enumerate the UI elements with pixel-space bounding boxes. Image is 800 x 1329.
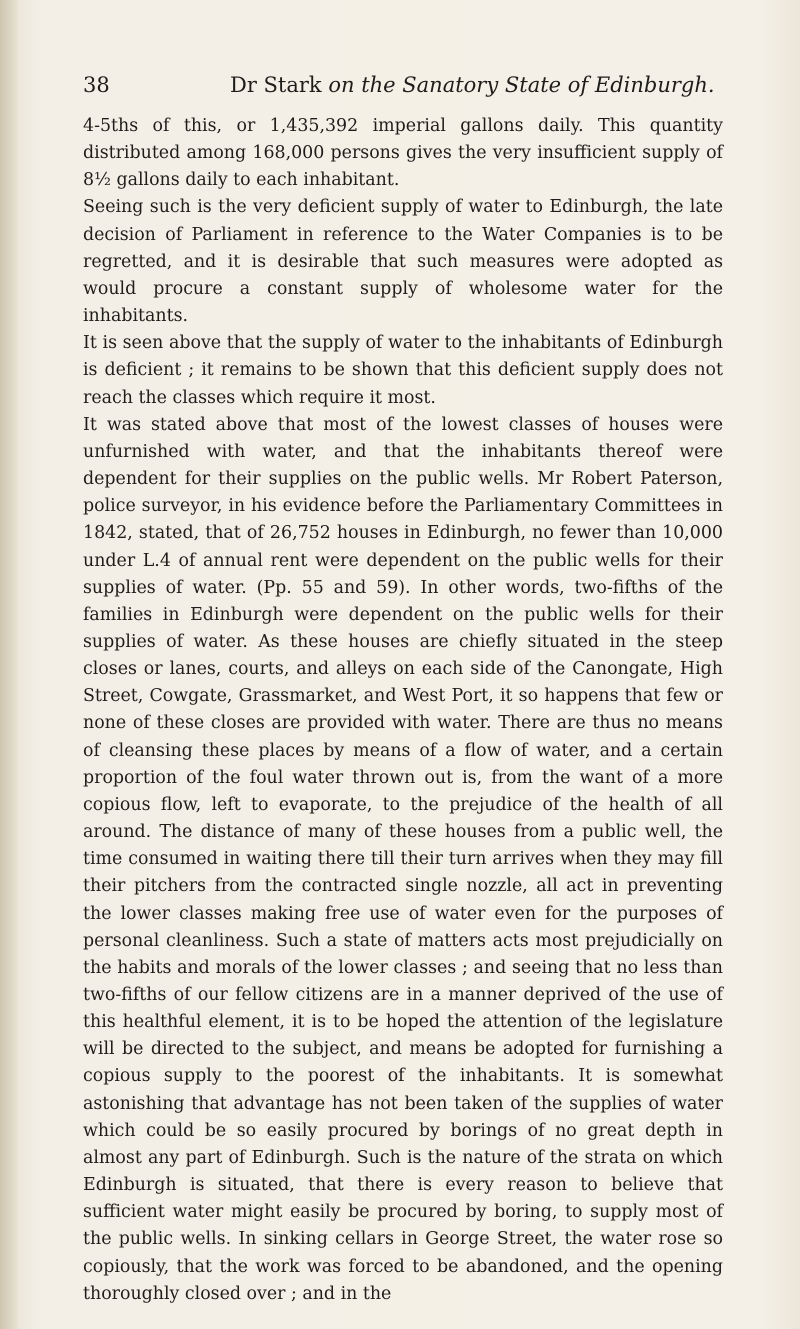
running-title bbox=[230, 70, 715, 100]
body-text bbox=[83, 113, 723, 1308]
running-title-italic: on the Sanatory State of Edinburgh. bbox=[328, 73, 715, 97]
page-number: 38 bbox=[83, 73, 110, 97]
paragraph-3: It is seen above that the supply of water to the inhabitants of Edinburgh is deficient ; it remains to be shown that this deficient supply does not reach the classes which require it most. bbox=[83, 333, 723, 408]
paragraph-2: Seeing such is the very deficient supply of water to Edinburgh, the late decision of Parliament in reference to the Water Companies is to be regretted, and it is desirable that such measures were adopted as would procure a constant supply of wholesome water for the inhabitants. bbox=[83, 197, 723, 327]
page-header bbox=[83, 70, 723, 100]
paragraph-4: It was stated above that most of the lowest classes of houses were unfurnished with water, and that the inhabitants thereof were dependent for their supplies on the public wells. Mr Robert Paterson, police surveyor, in his evidence before the Parliamentary Committees in 1842, stated, that of 26,752 houses in Edinburgh, no fewer than 10,000 under L.4 of annual rent were dependent on the public wells for their supplies of water. (Pp. 55 and 59). In other words, two-fifths of the families in Edinburgh were dependent on the public wells for their supplies of water. As these houses are chiefly situated in the steep closes or lanes, courts, and alleys on each side of the Canongate, High Street, Cowgate, Grassmarket, and West Port, it so happens that few or none of these closes are provided with water. There are thus no means of cleansing these places by means of a flow of water, and a certain proportion of the foul water thrown out is, from the want of a more copious flow, left to evaporate, to the prejudice of the health of all around. The distance of many of these houses from a public well, the time consumed in waiting there till their turn arrives when they may fill their pitchers from the contracted single nozzle, all act in preventing the lower classes making free use of water even for the purposes of personal cleanliness. Such a state of matters acts most prejudicially on the habits and morals of the lower classes ; and seeing that no less than two-fifths of our fellow citizens are in a manner deprived of the use of this healthful element, it is to be hoped the attention of the legislature will be directed to the subject, and means be adopted for furnishing a copious supply to the poorest of the inhabitants. It is somewhat astonishing that advantage has not been taken of the supplies of water which could be so easily procured by borings of no great depth in almost any part of Edinburgh. Such is the nature of the strata on which Edinburgh is situated, that there is every reason to believe that sufficient water might easily be procured by boring, to supply most of the public wells. In sinking cellars in George Street, the water rose so copiously, that the work was forced to be abandoned, and the opening thoroughly closed over ; and in the bbox=[83, 414, 723, 1304]
page-spine-shadow bbox=[0, 0, 18, 1329]
paragraph-1: 4-5ths of this, or 1,435,392 imperial gallons daily. This quantity distributed among 168,000 persons gives the very insufficient supply of 8½ gallons daily to each inhabitant. bbox=[83, 116, 723, 191]
running-title-author: Dr Stark bbox=[230, 73, 322, 97]
